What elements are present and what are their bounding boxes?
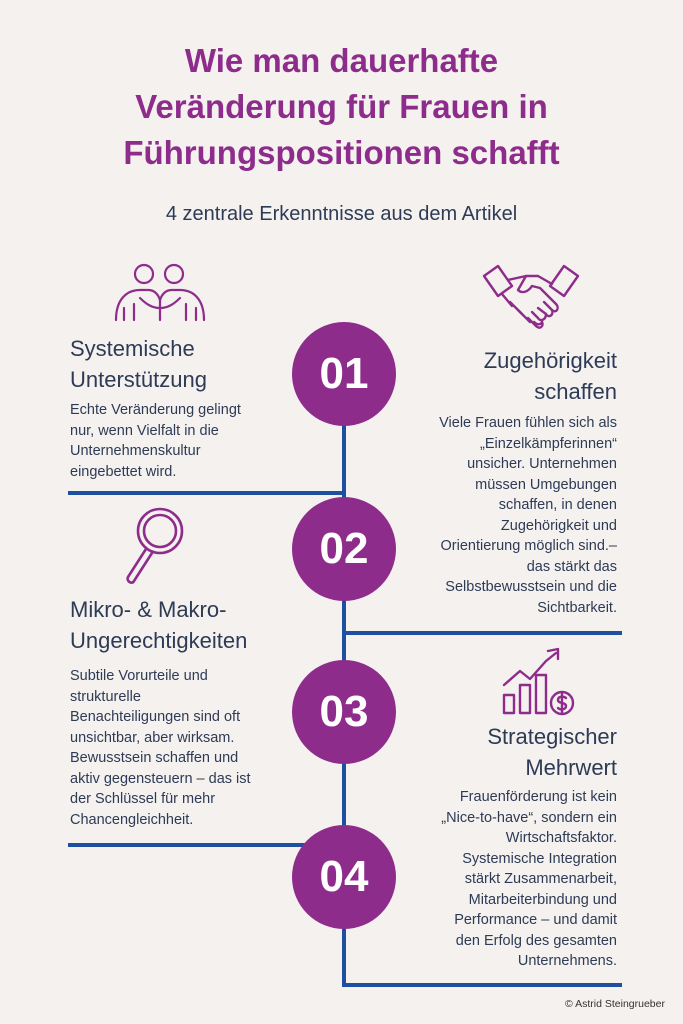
step-4-body-line: „Nice-to-have“, sondern ein — [441, 809, 617, 826]
step-4-body-line: Performance – und damit — [454, 912, 617, 928]
step-4-body-line: Wirtschaftsfaktor. — [505, 830, 617, 846]
step-4-body-line: Frauenförderung ist kein — [459, 789, 617, 805]
title-line-2: Veränderung für Frauen in — [135, 88, 548, 125]
step-3-body-line: Benachteiligungen sind oft — [70, 709, 241, 725]
step-4-heading — [487, 721, 617, 783]
title-line-1: Wie man dauerhafte — [184, 42, 499, 79]
step-3-body-line: der Schlüssel für mehr — [70, 791, 216, 807]
step-3-body-line: strukturelle — [70, 688, 141, 705]
step-3-heading-line-2: Ungerechtigkeiten — [70, 628, 248, 653]
handshake-icon — [482, 262, 580, 336]
step-1-body-line: Echte Veränderung gelingt — [70, 402, 241, 418]
copyright-credit: © Astrid Steingrueber — [565, 998, 665, 1010]
step-3-body-line: aktiv gegensteuern – das ist — [70, 770, 251, 787]
step-4-body-line: Mitarbeiterbindung und — [468, 891, 617, 908]
title-line-3: Führungspositionen schafft — [123, 134, 560, 171]
step-1-heading-line-1: Systemische — [70, 336, 195, 361]
step-2-body-line: Sichtbarkeit. — [537, 599, 617, 616]
step-4-heading-line-1: Strategischer — [487, 724, 617, 749]
step-1-body-line: eingebettet wird. — [70, 463, 177, 480]
step-number-01: 01 — [292, 322, 396, 426]
step-2-body — [439, 413, 617, 618]
step-3-body-line: Subtile Vorurteile und — [70, 668, 208, 684]
step-3-body-line: Bewusstsein schaffen und — [70, 750, 239, 766]
step-3-body-line: unsichtbar, aber wirksam. — [70, 729, 235, 746]
step-1-body — [70, 400, 241, 482]
step-2-heading-line-1: Zugehörigkeit — [483, 348, 617, 373]
step-1-body-line: nur, wenn Vielfalt in die — [70, 422, 219, 439]
step-2-heading-line-2: schaffen — [534, 379, 617, 404]
step-4-body — [441, 787, 617, 972]
step-number-02: 02 — [292, 497, 396, 601]
step-2-body-line: schaffen, in denen — [498, 497, 617, 513]
step-1-body-line: Unternehmenskultur — [70, 443, 201, 459]
step-3-heading-line-1: Mikro- & Makro- — [70, 597, 227, 622]
step-4-body-line: stärkt Zusammenarbeit, — [464, 871, 617, 887]
people-support-icon — [110, 258, 210, 324]
step-3-body — [70, 666, 251, 830]
step-number-03: 03 — [292, 660, 396, 764]
step-2-body-line: Zugehörigkeit und — [500, 517, 617, 534]
step-3-heading — [70, 594, 247, 656]
step-2-body-line: Selbstbewusstsein und die — [445, 579, 617, 595]
step-2-body-line: unsicher. Unternehmen — [467, 456, 617, 472]
step-number-04: 04 — [292, 825, 396, 929]
step-3-body-line: Chancengleichheit. — [70, 811, 194, 828]
step-4-body-line: Unternehmens. — [517, 953, 617, 969]
step-2-body-line: das stärkt das — [526, 558, 617, 575]
magnifier-icon — [122, 505, 188, 585]
step-2-body-line: Orientierung möglich sind.– — [440, 538, 617, 554]
step-4-body-line: den Erfolg des gesamten — [455, 932, 617, 949]
step-2-body-line: müssen Umgebungen — [475, 476, 617, 493]
step-1-heading — [70, 333, 207, 395]
step-4-body-line: Systemische Integration — [462, 850, 617, 867]
step-1-heading-line-2: Unterstützung — [70, 367, 207, 392]
growth-chart-icon — [500, 645, 576, 719]
step-2-body-line: „Einzelkämpferinnen“ — [479, 435, 617, 452]
step-2-heading — [484, 345, 617, 407]
step-2-body-line: Viele Frauen fühlen sich als — [439, 415, 617, 431]
subtitle: 4 zentrale Erkenntnisse aus dem Artikel — [165, 203, 518, 225]
step-4-heading-line-2: Mehrwert — [525, 755, 617, 780]
